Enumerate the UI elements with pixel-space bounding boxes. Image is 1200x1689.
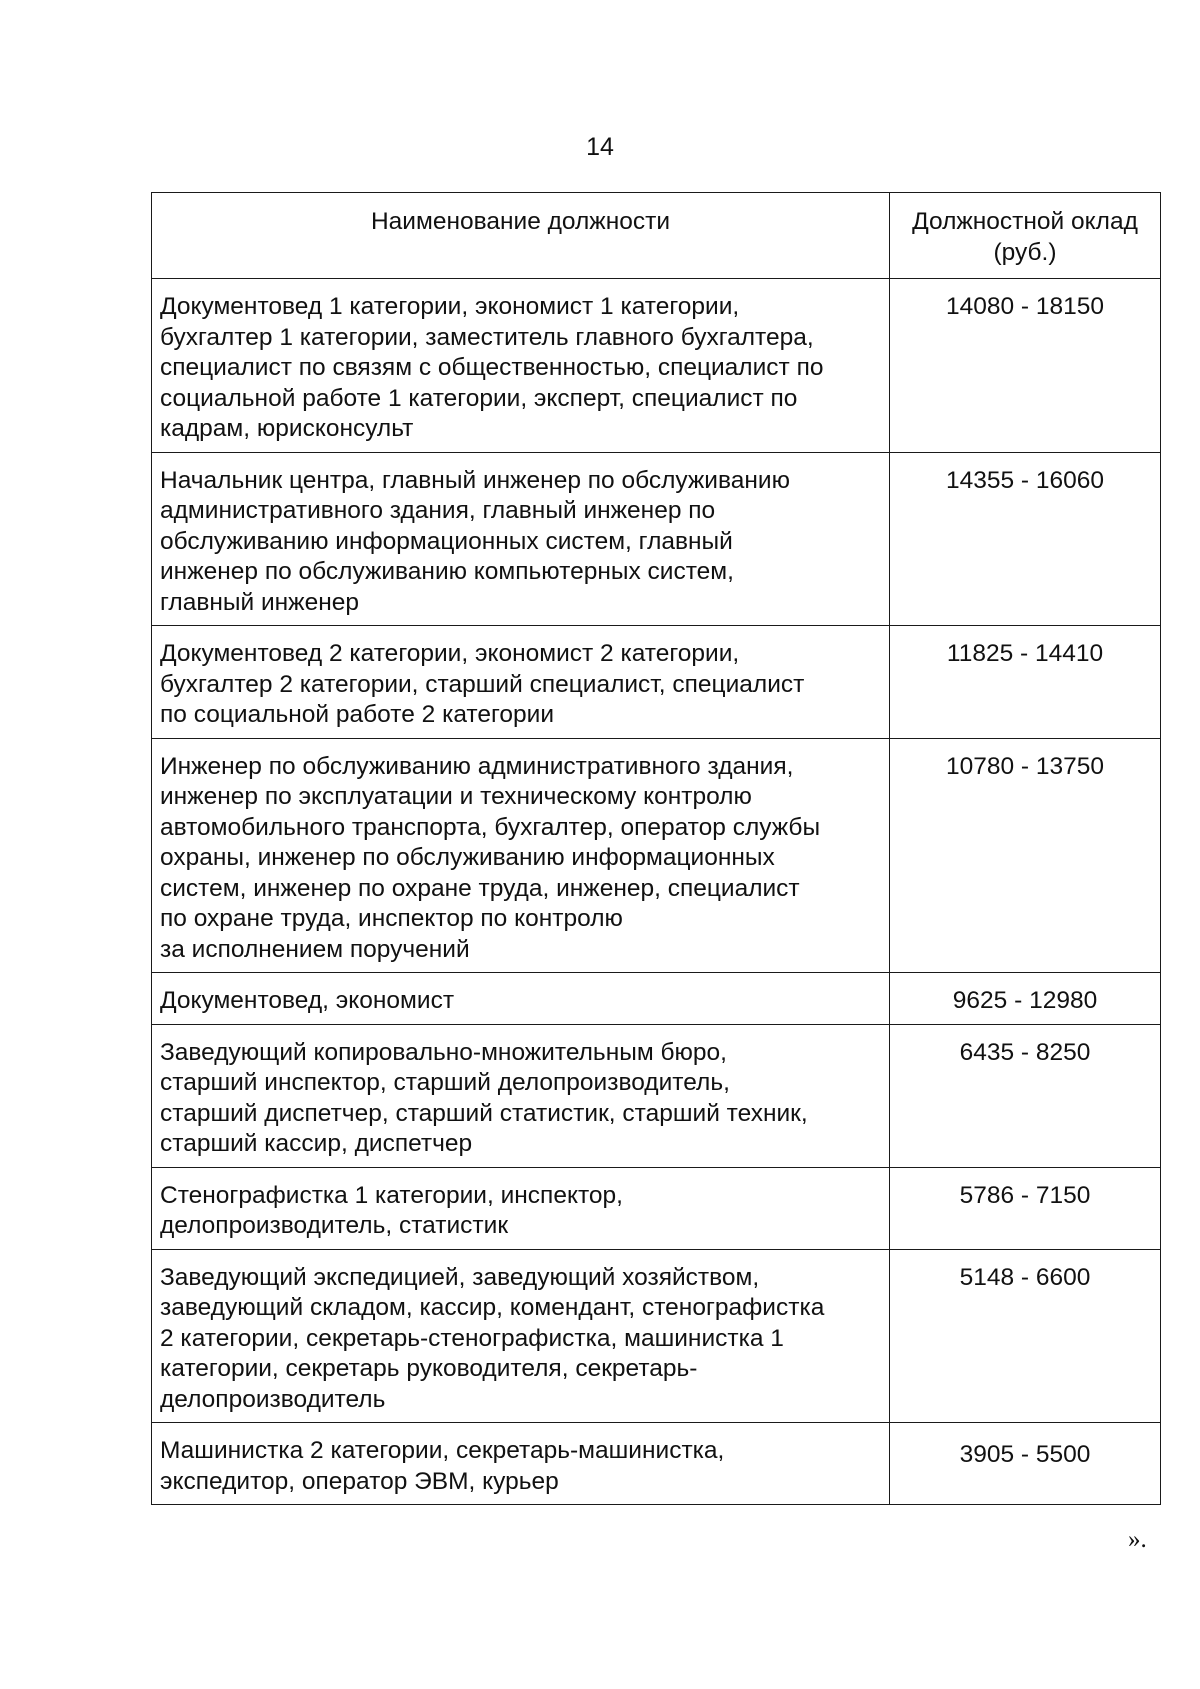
table-row <box>152 738 1161 973</box>
table-row <box>152 279 1161 453</box>
position-cell: Заведующий экспедицией, заведующий хозяйством, заведующий складом, кассир, комендант, стенографистка 2 категории, секретарь-стенографистка, машинистка 1 категории, секретарь руководителя, секретарь- делопроизводитель <box>152 1249 890 1423</box>
salary-cell: 5786 - 7150 <box>890 1167 1161 1249</box>
salary-table <box>151 192 1161 1505</box>
position-cell: Начальник центра, главный инженер по обслуживанию административного здания, главный инженер по обслуживанию информационных систем, главный инженер по обслуживанию компьютерных систем, главный инженер <box>152 452 890 626</box>
position-cell: Документовед 2 категории, экономист 2 категории, бухгалтер 2 категории, старший специалист, специалист по социальной работе 2 категории <box>152 626 890 739</box>
position-cell: Стенографистка 1 категории, инспектор, делопроизводитель, статистик <box>152 1167 890 1249</box>
table-row <box>152 1423 1161 1505</box>
position-cell: Инженер по обслуживанию административного здания, инженер по эксплуатации и техническому контролю автомобильного транспорта, бухгалтер, оператор службы охраны, инженер по обслуживанию информационных систем, инженер по охране труда, инженер, специалист по охране труда, инспектор по контролю за исполнением поручений <box>152 738 890 973</box>
table-row <box>152 973 1161 1025</box>
position-cell: Машинистка 2 категории, секретарь-машинистка, экспедитор, оператор ЭВМ, курьер <box>152 1423 890 1505</box>
salary-cell: 5148 - 6600 <box>890 1249 1161 1423</box>
position-cell: Заведующий копировально-множительным бюро, старший инспектор, старший делопроизводитель, старший диспетчер, старший статистик, старший техник, старший кассир, диспетчер <box>152 1024 890 1167</box>
table-row <box>152 626 1161 739</box>
salary-cell: 11825 - 14410 <box>890 626 1161 739</box>
table-row <box>152 1167 1161 1249</box>
salary-cell: 3905 - 5500 <box>890 1423 1161 1505</box>
table-header-row <box>152 193 1161 279</box>
page-number: 14 <box>586 133 614 161</box>
salary-cell: 10780 - 13750 <box>890 738 1161 973</box>
position-cell: Документовед 1 категории, экономист 1 категории, бухгалтер 1 категории, заместитель главного бухгалтера, специалист по связям с общественностью, специалист по социальной работе 1 категории, эксперт, специалист по кадрам, юрисконсульт <box>152 279 890 453</box>
salary-cell: 6435 - 8250 <box>890 1024 1161 1167</box>
header-position: Наименование должности <box>152 193 890 279</box>
salary-cell: 14355 - 16060 <box>890 452 1161 626</box>
table-row <box>152 1249 1161 1423</box>
table-row <box>152 452 1161 626</box>
salary-cell: 9625 - 12980 <box>890 973 1161 1025</box>
header-salary: Должностной оклад (руб.) <box>890 193 1161 279</box>
position-cell: Документовед, экономист <box>152 973 890 1025</box>
closing-quote-mark: ». <box>1128 1526 1147 1553</box>
table-row <box>152 1024 1161 1167</box>
salary-cell: 14080 - 18150 <box>890 279 1161 453</box>
